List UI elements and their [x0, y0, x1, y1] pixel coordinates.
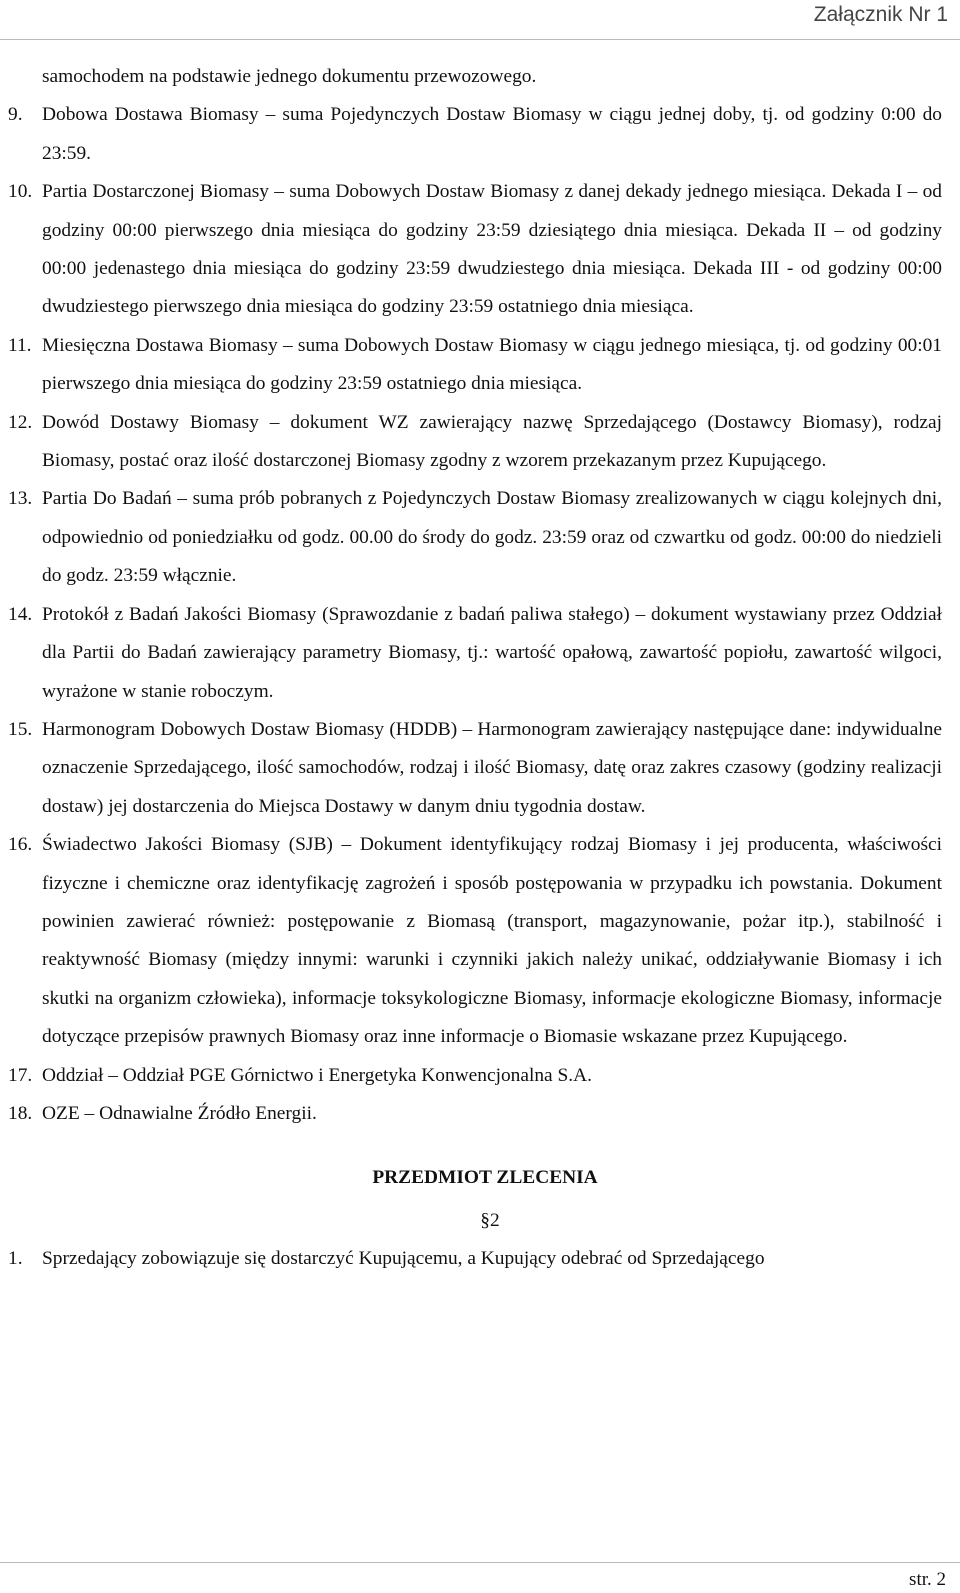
paragraph-text: Świadectwo Jakości Biomasy (SJB) – Dokument identyfikujący rodzaj Biomasy i jej producenta, właściwości fizyczne i chemiczne oraz identyfikację zagrożeń i sposób postępowania w przypadku ich powstania. Dokument powinien zawierać również: postępowanie z Biomasą (transport, magazynowanie, pożar itp.), stabilność i reaktywność Biomasy (między innymi: warunki i czynniki jakich należy unikać, oddziaływanie Biomasy i ich skutki na organizm człowieka), informacje toksykologiczne Biomasy, informacje ekologiczne Biomasy, informacje dotyczące przepisów prawnych Biomasy oraz inne informacje o Biomasie wskazane przez Kupującego.: [42, 834, 942, 1048]
paragraph-number: 14.: [8, 603, 33, 625]
document-body: [0, 58, 960, 1279]
page-number: str. 2: [909, 1569, 946, 1590]
paragraph-text: Dowód Dostawy Biomasy – dokument WZ zawierający nazwę Sprzedającego (Dostawcy Biomasy), rodzaj Biomasy, postać oraz ilość dostarczonej Biomasy zgodny z wzorem przekazanym przez Kupującego.: [42, 411, 942, 472]
paragraph-text: Miesięczna Dostawa Biomasy – suma Dobowych Dostaw Biomasy w ciągu jednego miesiąca, tj. od godziny 00:01 pierwszego dnia miesiąca do godziny 23:59 ostatniego dnia miesiąca.: [42, 334, 942, 395]
paragraph-number: 10.: [8, 181, 33, 203]
definition-paragraph: [0, 826, 960, 1056]
definition-paragraph: [0, 1095, 960, 1133]
section-title: PRZEDMIOT ZLECENIA: [372, 1167, 598, 1189]
header-divider: [0, 39, 960, 40]
paragraph-text: Protokół z Badań Jakości Biomasy (Sprawozdanie z badań paliwa stałego) – dokument wystawiany przez Oddział dla Partii do Badań zawierający parametry Biomasy, tj.: wartość opałową, zawartość popiołu, zawartość wilgoci, wyrażone w stanie roboczym.: [42, 603, 942, 702]
paragraph-text: Oddział – Oddział PGE Górnictwo i Energetyka Konwencjonalna S.A.: [42, 1064, 592, 1086]
paragraph-number: 9.: [8, 104, 23, 126]
section-paragraph: [0, 1240, 960, 1278]
paragraph-number: 1.: [8, 1248, 23, 1270]
section-symbol: §2: [480, 1209, 500, 1231]
definition-paragraph: [0, 1057, 960, 1095]
paragraph-text: Harmonogram Dobowych Dostaw Biomasy (HDDB) – Harmonogram zawierający następujące dane: indywidualne oznaczenie Sprzedającego, ilość samochodów, rodzaj i ilość Biomasy, datę oraz zakres czasowy (godziny realizacji dostaw) jej dostarczenia do Miejsca Dostawy w danym dniu tygodnia dostaw.: [42, 718, 942, 817]
definition-paragraph: [0, 404, 960, 481]
paragraph-text: Sprzedający zobowiązuje się dostarczyć Kupującemu, a Kupujący odebrać od Sprzedającego: [42, 1248, 765, 1270]
paragraph-text: OZE – Odnawialne Źródło Energii.: [42, 1102, 317, 1124]
definition-paragraph: [0, 96, 960, 173]
paragraph-text: Partia Dostarczonej Biomasy – suma Dobowych Dostaw Biomasy z danej dekady jednego miesiąca. Dekada I – od godziny 00:00 pierwszego dnia miesiąca do godziny 23:59 dziesiątego dnia miesiąca. Dekada II – od godziny 00:00 jedenastego dnia miesiąca do godziny 23:59 dwudziestego dnia miesiąca. Dekada III - od godziny 00:00 dwudziestego pierwszego dnia miesiąca do godziny 23:59 ostatniego dnia miesiąca.: [42, 181, 942, 318]
paragraph-number: 12.: [8, 411, 33, 433]
paragraph-text: samochodem na podstawie jednego dokumentu przewozowego.: [42, 66, 537, 87]
definition-paragraph: [0, 711, 960, 826]
definition-paragraph: [0, 58, 960, 96]
footer-divider: [0, 1562, 960, 1563]
definition-paragraph: [0, 327, 960, 404]
paragraph-number: 15.: [8, 718, 33, 740]
definition-paragraph: [0, 480, 960, 595]
paragraph-text: Partia Do Badań – suma prób pobranych z Pojedynczych Dostaw Biomasy zrealizowanych w ciągu kolejnych dni, odpowiednio od poniedziałku od godz. 00.00 do środy do godz. 23:59 oraz od czwartku od godz. 00:00 do niedzieli do godz. 23:59 włącznie.: [42, 488, 942, 587]
definition-paragraph: [0, 596, 960, 711]
paragraph-number: 13.: [8, 488, 33, 510]
definition-paragraph: [0, 173, 960, 327]
paragraph-text: Dobowa Dostawa Biomasy – suma Pojedynczych Dostaw Biomasy w ciągu jednej doby, tj. od godziny 0:00 do 23:59.: [42, 104, 942, 164]
paragraph-number: 17.: [8, 1064, 33, 1086]
paragraph-number: 11.: [8, 334, 32, 356]
attachment-header: Załącznik Nr 1: [813, 3, 948, 26]
paragraph-number: 18.: [8, 1102, 33, 1124]
paragraph-number: 16.: [8, 834, 33, 856]
